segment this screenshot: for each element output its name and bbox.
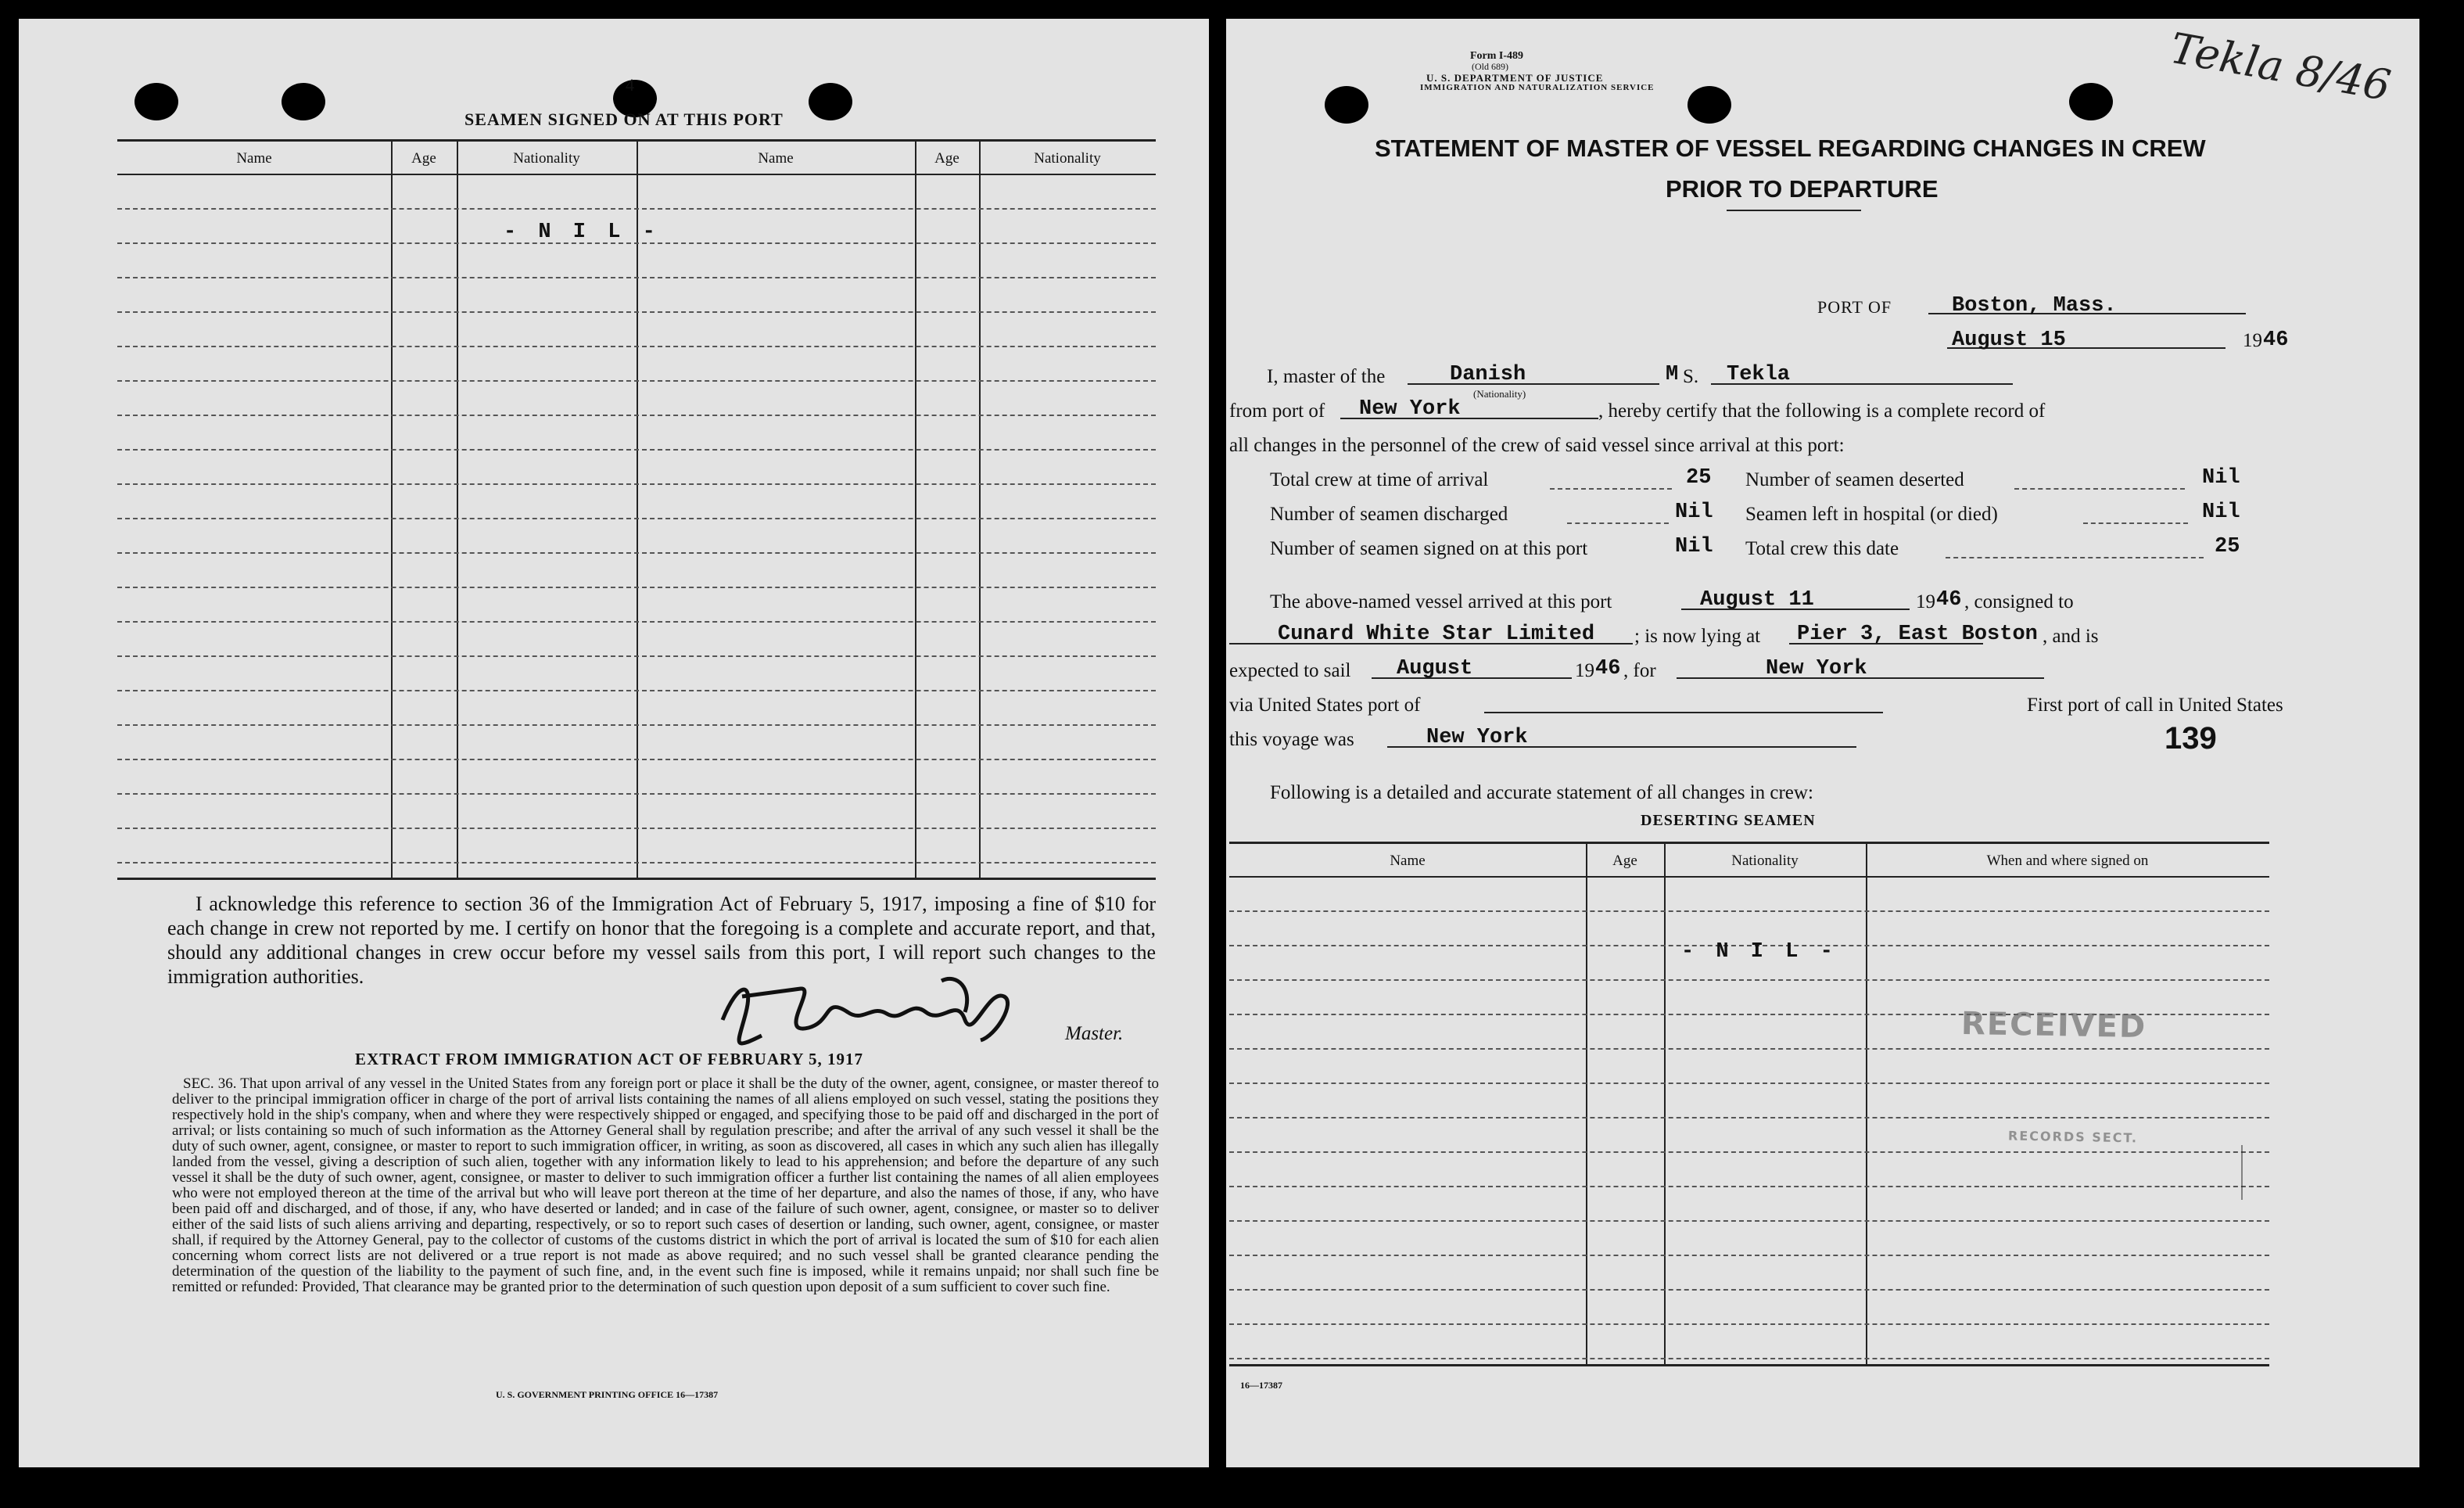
form-title: STATEMENT OF MASTER OF VESSEL REGARDING CHANGES IN CREW — [1375, 135, 2206, 162]
column-header-age: Age — [1612, 853, 1637, 869]
table-row-line — [1229, 1048, 2269, 1050]
table-row-line — [117, 724, 1156, 726]
master-of-label: I, master of the — [1267, 366, 1386, 387]
table-row-line — [117, 690, 1156, 691]
arrived-value: August 11 — [1700, 588, 1814, 612]
this-voyage-label: this voyage was — [1229, 729, 1354, 750]
table-bottom-rule — [1229, 1364, 2269, 1366]
port-label: PORT OF — [1817, 297, 1892, 317]
stat-label: Number of seamen deserted — [1745, 469, 1964, 490]
date-year-prefix: 19 — [2243, 330, 2262, 351]
table-row-line — [1229, 1117, 2269, 1118]
expected-label: expected to sail — [1229, 660, 1351, 681]
column-header-age: Age — [934, 150, 959, 167]
form-subtitle: PRIOR TO DEPARTURE — [1666, 175, 1939, 203]
leader-dots — [2083, 522, 2188, 524]
expected-year-value: 46 — [1595, 657, 1621, 680]
via-label: via United States port of — [1229, 695, 1421, 716]
leader-dots — [1550, 488, 1672, 490]
table-row-line — [117, 277, 1156, 278]
punch-hole — [809, 83, 852, 120]
column-header-age: Age — [411, 150, 436, 167]
handwritten-note: Tekla 8/46 — [2166, 23, 2394, 111]
leader-dots — [2014, 488, 2185, 490]
punch-hole — [134, 83, 178, 120]
col-divider — [457, 139, 458, 878]
for-label: , for — [1623, 660, 1656, 681]
stat-value: Nil — [2202, 501, 2240, 524]
nationality-caption: (Nationality) — [1473, 388, 1526, 400]
col-divider — [1586, 842, 1587, 1364]
table-row-line — [117, 587, 1156, 588]
table-row-line — [1229, 1186, 2269, 1187]
seamen-signed-on-heading: SEAMEN SIGNED ON AT THIS PORT — [464, 110, 784, 129]
col-divider — [391, 139, 393, 878]
for-value: New York — [1766, 657, 1867, 680]
table-top-rule — [1229, 842, 2269, 844]
table-row-line — [117, 518, 1156, 519]
table-row-line — [117, 862, 1156, 864]
serial-number: 139 — [2165, 721, 2217, 756]
punch-hole — [1687, 86, 1731, 124]
table-row-line — [117, 415, 1156, 416]
table-row-line — [117, 828, 1156, 829]
stat-value: Nil — [1675, 535, 1713, 558]
table-row-line — [1229, 1220, 2269, 1222]
stat-label: Total crew at time of arrival — [1270, 469, 1489, 490]
col-divider — [1664, 842, 1666, 1364]
stamp-bracket — [2241, 1145, 2243, 1200]
table-row-line — [117, 793, 1156, 795]
stat-value: 25 — [2215, 535, 2240, 558]
column-header-nationality: Nationality — [1731, 853, 1799, 869]
nationality-underline — [1408, 383, 1659, 385]
col-divider — [915, 139, 916, 878]
table-row-line — [117, 483, 1156, 485]
deserting-seamen-heading: DESERTING SEAMEN — [1641, 812, 1816, 829]
received-stamp: RECEIVED — [1960, 1005, 2147, 1046]
table-row-line — [117, 380, 1156, 382]
column-header-name: Name — [758, 150, 794, 167]
from-port-label: from port of — [1229, 400, 1325, 422]
col-divider — [637, 139, 638, 878]
leader-dots — [1567, 522, 1669, 524]
acknowledgment-text: I acknowledge this reference to section 36 of the Immigration Act of February 5, 1917, imposing a fine of $10 for each change in crew not reported by me. I certify on honor that the foregoing is a complete and accurate report, and that, should any additional changes in crew occur before my vessel sails from this port, I will report such changes to the immigration authorities. — [167, 892, 1156, 988]
table-row-line — [1229, 1151, 2269, 1153]
table-row-line — [1229, 1255, 2269, 1256]
stat-value: 25 — [1686, 466, 1712, 490]
table-row-line — [1229, 1289, 2269, 1291]
page-number: 4 — [626, 75, 634, 95]
table-row-line — [1229, 1358, 2269, 1359]
table-row-line — [117, 655, 1156, 657]
table-row-line — [117, 311, 1156, 313]
date-value: August 15 — [1952, 329, 2066, 352]
leader-dots — [1946, 557, 2204, 558]
punch-hole — [282, 83, 325, 120]
nil-entry: - N I L - — [1681, 940, 1838, 964]
master-signature — [707, 965, 1035, 1059]
all-changes-text: all changes in the personnel of the crew of said vessel since arrival at this port: — [1229, 435, 1845, 456]
consignee-value: Cunard White Star Limited — [1278, 623, 1595, 646]
nil-entry: - N I L - — [504, 221, 660, 244]
from-port-value: New York — [1359, 397, 1461, 421]
and-is-label: , and is — [2043, 626, 2099, 647]
punch-hole — [2069, 83, 2113, 120]
table-row-line — [117, 552, 1156, 554]
vessel-type: M — [1666, 363, 1679, 386]
title-rule — [1727, 210, 1861, 211]
certify-text: , hereby certify that the following is a complete record of — [1598, 400, 2046, 422]
stat-label: Number of seamen discharged — [1270, 504, 1508, 525]
arrived-label: The above-named vessel arrived at this port — [1270, 591, 1612, 612]
records-stamp: RECORDS SECT. — [2007, 1128, 2139, 1146]
column-header-nationality: Nationality — [513, 150, 580, 167]
table-row-line — [117, 759, 1156, 760]
form-footer-code: 16—17387 — [1240, 1380, 1282, 1391]
table-row-line — [117, 346, 1156, 347]
table-row-line — [117, 621, 1156, 623]
lying-value: Pier 3, East Boston — [1797, 623, 2038, 646]
col-divider — [1866, 842, 1867, 1364]
stat-label: Total crew this date — [1745, 538, 1899, 559]
stat-label: Number of seamen signed on at this port — [1270, 538, 1588, 559]
punch-hole — [1325, 86, 1368, 124]
column-header-name: Name — [1390, 853, 1426, 869]
arrived-year-value: 46 — [1936, 588, 1962, 612]
table-row-line — [117, 208, 1156, 210]
table-row-line — [117, 449, 1156, 451]
arrived-year-prefix: 19 — [1916, 591, 1935, 612]
table-row-line — [1229, 910, 2269, 912]
vessel-name: Tekla — [1727, 363, 1791, 386]
stat-value: Nil — [2202, 466, 2240, 490]
stat-label: Seamen left in hospital (or died) — [1745, 504, 1998, 525]
date-year-value: 46 — [2263, 329, 2289, 352]
expected-year-prefix: 19 — [1575, 660, 1594, 681]
stat-value: Nil — [1675, 501, 1713, 524]
form-number: Form I-489 — [1470, 50, 1524, 62]
service-label: IMMIGRATION AND NATURALIZATION SERVICE — [1420, 83, 1655, 92]
column-header-signed-on: When and where signed on — [1986, 853, 2149, 869]
right-page — [1226, 19, 2419, 1467]
following-text: Following is a detailed and accurate statement of all changes in crew: — [1270, 782, 1813, 803]
extract-text: SEC. 36. That upon arrival of any vessel in the United States from any foreign port or place it shall be the duty of the owner, agent, consignee, or master thereof to deliver to the principal immigration officer in charge of the port of arrival lists containing the names of all aliens employed on such vessel, stating the positions they respectively hold in the ship's company, when and where they were respectively shipped or engaged, and specifying those to be paid off and discharged in the port of arrival; or lists containing so much of such information as the Attorney General shall by regulation prescribe; and after the arrival of any such vessel it shall be the duty of such owner, agent, consignee, or master to report to such immigration officer, in writing, as soon as discovered, all cases in which any such alien has illegally landed from the vessel, giving a description of such alien, together with any information likely to lead to his apprehension; and before the departure of any such vessel it shall be the duty of such owner, agent, consignee, or master to deliver to such immigration officer a further list containing the names of all alien employees who were not employed thereon at the time of the arrival but who will leave port thereon at the time of her departure, and also the names of those, if any, who have been paid off and discharged, and of those, if any, who have deserted or landed; and in case of the failure of such owner, agent, consignee, or master so to deliver either of the said lists of such aliens arriving and departing, respectively, or so to report such cases of desertion or landing, such owner, agent, consignee, or master shall, if required by the Attorney General, pay to the collector of customs of the customs district in which the port of arrival is located the sum of $10 for each alien concerning whom correct lists are not delivered or a true report is not made as above required; and no such vessel shall be granted clearance pending the determination of the question of the liability to the payment of such fine, and, in the event such fine is imposed, while it remains unpaid; nor shall such fine be remitted or refunded: Provided, That clearance may be granted prior to the determination of such question upon deposit of a sum sufficient to cover such fine. — [172, 1075, 1159, 1295]
consigned-label: , consigned to — [1964, 591, 2074, 612]
vessel-s-label: S. — [1683, 366, 1699, 387]
via-underline — [1484, 712, 1883, 713]
extract-heading: EXTRACT FROM IMMIGRATION ACT OF FEBRUARY 5, 1917 — [355, 1050, 864, 1068]
department-label: U. S. DEPARTMENT OF JUSTICE — [1426, 72, 1604, 84]
lying-label: ; is now lying at — [1634, 626, 1761, 647]
port-value: Boston, Mass. — [1952, 294, 2117, 318]
form-old-number: (Old 689) — [1472, 61, 1508, 72]
this-voyage-value: New York — [1426, 726, 1528, 749]
column-header-name: Name — [236, 150, 272, 167]
table-row-line — [1229, 1323, 2269, 1325]
left-page — [19, 19, 1209, 1467]
first-port-label: First port of call in United States — [2027, 695, 2283, 716]
table-header-rule — [1229, 876, 2269, 878]
expected-value: August — [1397, 657, 1473, 680]
printing-office-footer: U. S. GOVERNMENT PRINTING OFFICE 16—17387 — [496, 1389, 719, 1400]
table-bottom-rule — [117, 878, 1156, 880]
col-divider — [979, 139, 981, 878]
nationality-value: Danish — [1450, 363, 1526, 386]
table-row-line — [1229, 1083, 2269, 1084]
column-header-nationality: Nationality — [1034, 150, 1101, 167]
master-label: Master. — [1065, 1023, 1124, 1044]
table-row-line — [1229, 979, 2269, 981]
